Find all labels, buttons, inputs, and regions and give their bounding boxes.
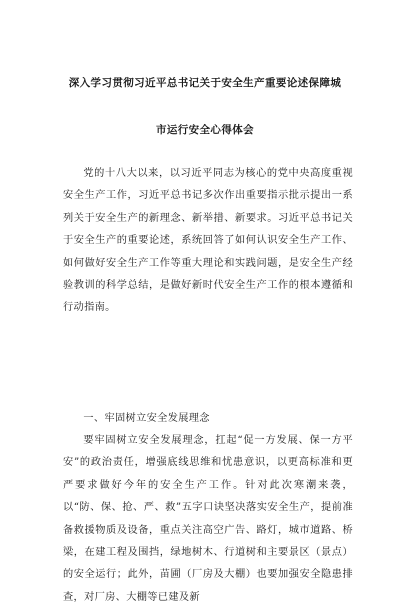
document-title-line-2: 市运行安全心得体会	[155, 124, 255, 136]
document-title-line-1: 深入学习贯彻习近平总书记关于安全生产重要论述保障城	[68, 77, 342, 89]
section-paragraph: 要牢固树立安全发展理念，扛起“促一方发展、保一方平安”的政治责任，增强底线思维和忧患意识，以更高标准和更严要求做好今年的安全生产工作。针对此次寒潮来袭，以“防、保、抢、严、救”五字口诀坚决落实安全生产，提前准备救援物质及设备，重点关注高空广告、路灯，城市道路、桥梁，在建工程及围挡，绿地树木、行道树和主要景区（景点）的安全运行；此外，苗圃（厂房及大棚）也要加强安全隐患排查，对厂房、大棚等已建及新	[63, 435, 353, 603]
section-heading: 一、牢固树立安全发展理念	[83, 413, 210, 424]
intro-paragraph: 党的十八大以来，以习近平同志为核心的党中央高度重视安全生产工作，习近平总书记多次作出重要指示批示提出一系列关于安全生产的新理念、新举措、新要求。习近平总书记关于安全生产的重要论述，系统回答了如何认识安全生产工作、如何做好安全生产工作等重大理论和实践问题，是安全生产经验教训的科学总结，是做好新时代安全生产工作的根本遵循和行动指南。	[63, 168, 353, 314]
